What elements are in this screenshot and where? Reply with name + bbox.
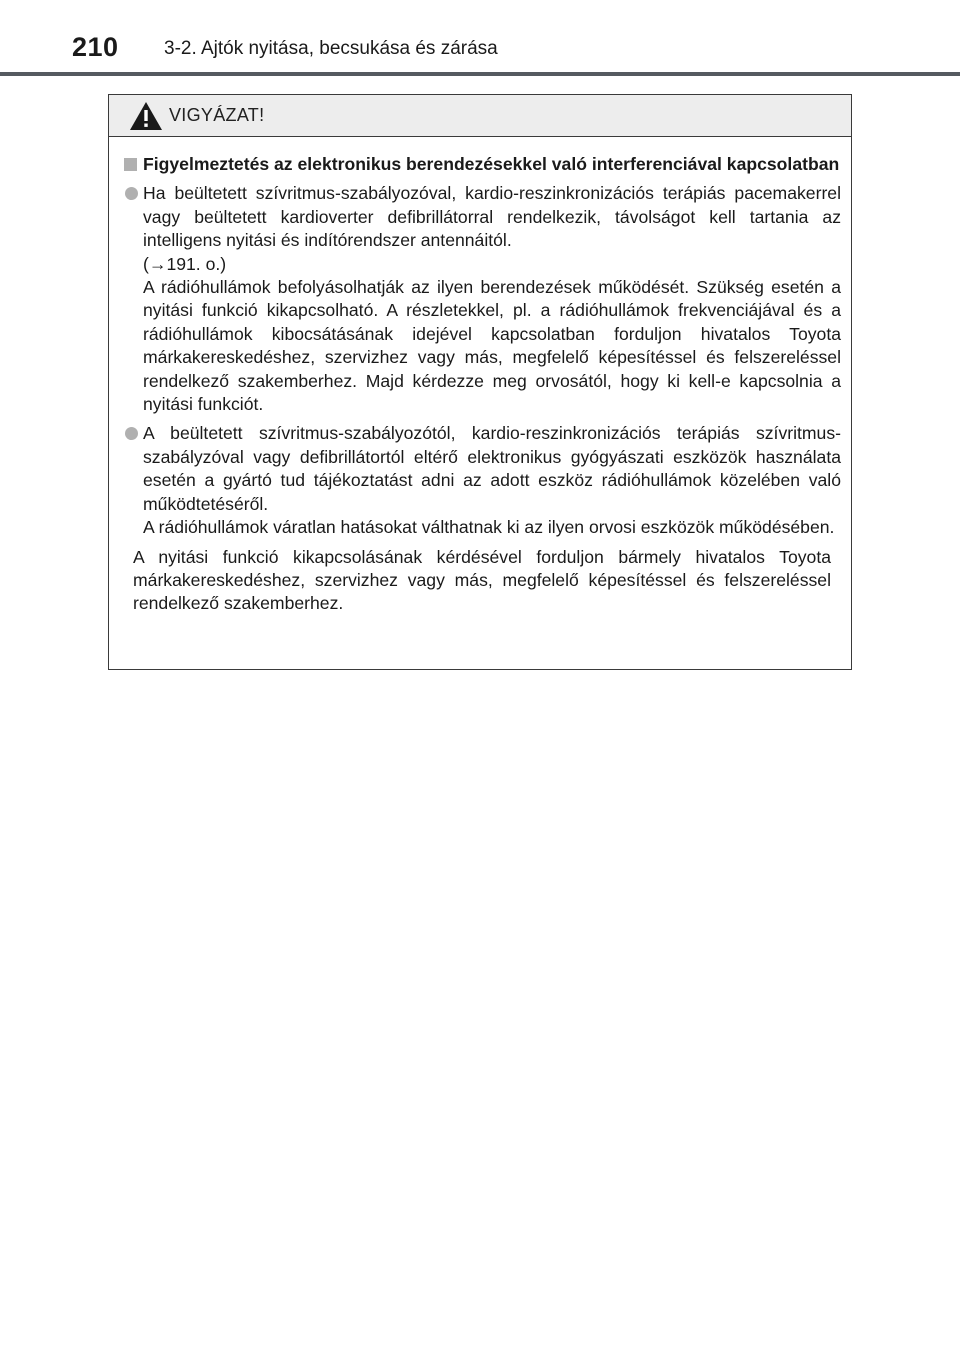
caution-box (108, 94, 852, 670)
caution-header (109, 95, 851, 137)
bullet-paragraph: Ha beültetett szívritmus-szabályozóval, kardio-reszinkronizációs terápiás pacemakerrel vagy beültetett kardioverter defibrillátorral rendelkezik, távolságot kell tartania az intelligens nyitási és indítórendszer antennáitól. (143, 183, 841, 251)
circle-bullet-icon (125, 187, 138, 200)
bullet-paragraph: A beültetett szívritmus-szabályozótól, kardio-reszinkronizációs terápiás szívritmus-szabályzóval vagy defibrillátortól eltérő elektronikus gyógyászati eszközök használata esetén a gyártó tud tájékoztatást adni az adott eszköz rádióhullámok közelében való működtetéséről. (143, 423, 841, 514)
caution-label: VIGYÁZAT! (169, 105, 265, 125)
caution-heading: Figyelmeztetés az elektronikus berendezésekkel való interferenciával kapcsolatban (143, 154, 840, 174)
header-divider (0, 72, 960, 76)
bullet-paragraph: A rádióhullámok befolyásolhatják az ilyen berendezések működését. Szükség esetén a nyitási funkció kikapcsolható. A részletekkel, pl. a rádióhullámok frekvenciájával és a rádióhullámok kibocsátásának idejével kapcsolatban forduljon hivatalos Toyota márkakereskedéshez, szervizhez vagy más, megfelelő képesítéssel és felszereléssel rendelkező szakemberhez. Majd kérdezze meg orvosától, hogy ki kell-e kapcsolnia a nyitási funkciót. (143, 277, 841, 415)
section-title: 3-2. Ajtók nyitása, becsukása és zárása (164, 38, 498, 59)
warning-triangle-icon (129, 101, 163, 131)
bullet-item (119, 182, 841, 416)
caution-body (109, 137, 851, 616)
page-number: 210 (72, 32, 119, 62)
square-bullet-icon (124, 158, 137, 171)
caution-heading-row (119, 153, 841, 176)
circle-bullet-icon (125, 427, 138, 440)
bullet-paragraph: A rádióhullámok váratlan hatásokat válthatnak ki az ilyen orvosi eszközök működésében. (143, 517, 835, 538)
page-reference: (→191. o.) (143, 253, 227, 274)
bullet-item (119, 422, 841, 539)
closing-paragraph: A nyitási funkció kikapcsolásának kérdésével forduljon bármely hivatalos Toyota márkakereskedéshez, szervizhez vagy más, megfelelő képesítéssel és felszereléssel rendelkező szakemberhez. (133, 546, 831, 614)
